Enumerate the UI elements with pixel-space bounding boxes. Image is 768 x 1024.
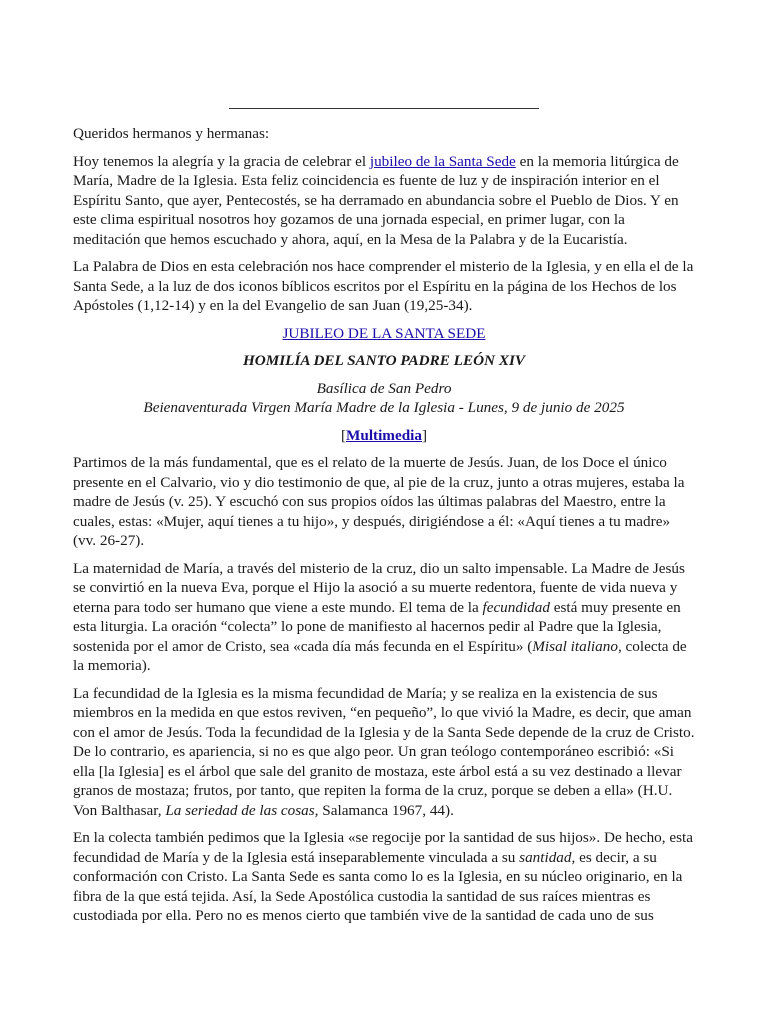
salutation: Queridos hermanos y hermanas: [73, 125, 270, 142]
paragraph-4 [73, 559, 695, 676]
paragraph-6-em-santidad: santidad [519, 848, 572, 866]
multimedia-link[interactable]: Multimedia [346, 426, 422, 444]
paragraph-6-text-a: En la colecta también pedimos que la Iglesia «se regocije por la santidad de sus hijos». De hecho, esta fecundidad de María y de la Iglesia está inseparablemente vinculada a su [73, 829, 693, 866]
paragraph-5-text-a: La fecundidad de la Iglesia es la misma fecundidad de María; y se realiza en la existencia de sus miembros en la medida en que estos reviven, “en pequeño”, lo que vivió la Madre, es decir, que aman con el amor de Jesús. Toda la fecundidad de la Iglesia y de la Santa Sede depende de la cruz de Cristo. De lo contrario, es apariencia, si no es que algo peor. Un gran teólogo contemporáneo escribió: «Si ella [la Iglesia] es el árbol que sale del granito de mostaza, este árbol está a su vez destinado a llevar granos de mostaza; frutos, por tanto, que repiten la forma de la cruz, porque se deben a ella» (H.U. Von Balthasar, [73, 684, 695, 819]
paragraph-4-text-a: La maternidad de María, a través del misterio de la cruz, dio un salto impensable. La Madre de Jesús se convirtió en la nueva Eva, porque el Hijo la asoció a su muerte redentora, fuente de vida nueva y eterna para todo ser humano que viene a este mundo. El tema de la [73, 559, 685, 616]
top-rule [229, 108, 539, 109]
paragraph-6-text-b: , es decir, a su conformación con Cristo. La Santa Sede es santa como lo es la Iglesia, en su núcleo originario, en la fibra de la que está tejida. Así, la Sede Apostólica custodia la santidad de sus raíces mientras es custodiada por ella. Pero no es menos cierto que también vive de la santidad de cada uno de sus [73, 848, 683, 924]
jubileo-link[interactable]: jubileo de la Santa Sede [369, 152, 516, 170]
paragraph-5-text-b: Salamanca 1967, 44). [318, 801, 454, 819]
place-date [73, 379, 695, 418]
paragraph-6 [73, 828, 695, 926]
paragraph-1-after: en la memoria litúrgica de María, Madre de la Iglesia. Esta feliz coincidencia es fuente de luz y de inspiración interior en el Espíritu Santo, que ayer, Pentecostés, se ha derramado en abundancia sobre el Pueblo de Dios. Y en este clima espiritual nosotros hoy gozamos de una jornada especial, en primer lugar, con la meditación que hemos escuchado y ahora, aquí, en la Mesa de la Palabra y de la Eucaristía. [73, 152, 679, 248]
bracket-open: [ [340, 426, 347, 444]
date-line: Beienaventurada Virgen María Madre de la Iglesia - Lunes, 9 de junio de 2025 [143, 399, 625, 416]
paragraph-5-em-book: La seriedad de las cosas, [165, 801, 319, 819]
paragraph-5 [73, 684, 695, 821]
multimedia-line [73, 426, 695, 446]
paragraph-4-em-fecundidad: fecundidad [482, 598, 550, 616]
paragraph-4-text-b: está muy presente en esta liturgia. La oración “colecta” lo pone de manifiesto al hacernos pedir al Padre que la Iglesia, sostenida por el amor de Cristo, sea «cada día más fecunda en el Espíritu» ( [73, 598, 681, 655]
paragraph-3: Partimos de la más fundamental, que es el relato de la muerte de Jesús. Juan, de los Doce el único presente en el Calvario, vio y dio testimonio de que, al pie de la cruz, junto a otras mujeres, estaba la madre de Jesús (v. 25). Y escuchó con sus propios oídos las últimas palabras del Maestro, entre la cuales, estas: «Mujer, aquí tienes a tu hijo», y después, dirigiéndose a él: «Aquí tienes a tu madre» (vv. 26-27). [73, 454, 685, 549]
paragraph-1 [73, 152, 695, 250]
paragraph-4-em-misal: Misal italiano [532, 637, 618, 655]
jubileo-heading [73, 324, 695, 344]
bracket-close: ] [421, 426, 428, 444]
homily-body [73, 124, 695, 934]
paragraph-2: La Palabra de Dios en esta celebración nos hace comprender el misterio de la Iglesia, y en ella el de la Santa Sede, a la luz de dos iconos bíblicos escritos por el Espíritu en la página de los Hechos de los Apóstoles (1,12-14) y en la del Evangelio de san Juan (19,25-34). [73, 258, 694, 314]
paragraph-4-text-c: , colecta de la memoria). [73, 637, 687, 674]
paragraph-1-before: Hoy tenemos la alegría y la gracia de celebrar el [73, 152, 370, 170]
homily-title: HOMILÍA DEL SANTO PADRE LEÓN XIV [242, 352, 525, 369]
place-line: Basílica de San Pedro [316, 379, 452, 397]
jubileo-heading-link[interactable]: JUBILEO DE LA SANTA SEDE [282, 324, 486, 342]
